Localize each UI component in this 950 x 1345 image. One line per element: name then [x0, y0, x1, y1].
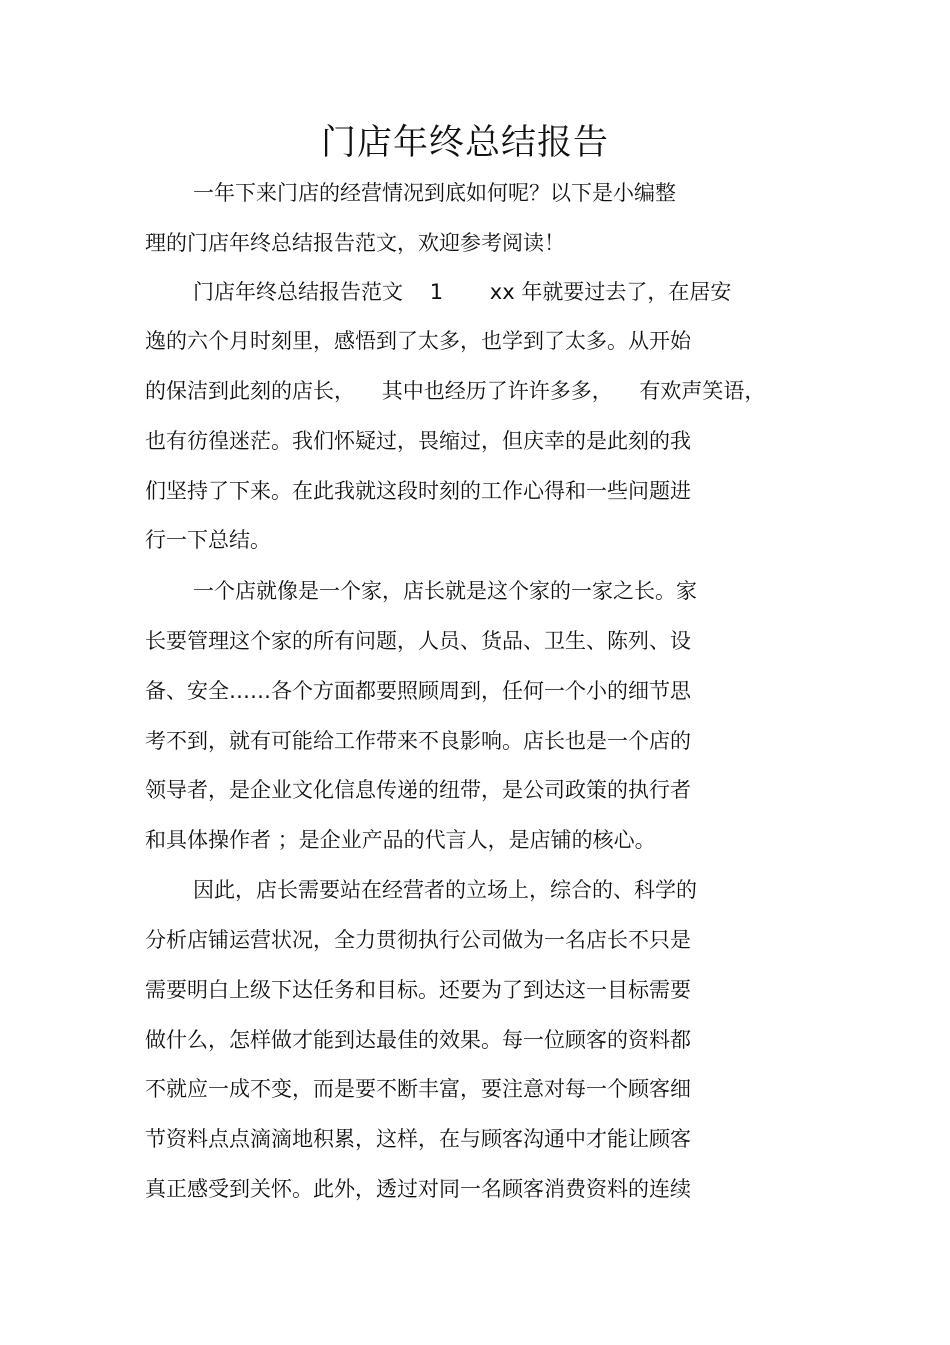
paragraph-line: 需要明白上级下达任务和目标。还要为了到达这一目标需要: [145, 978, 691, 1002]
paragraph-line: 一年下来门店的经营情况到底如何呢？以下是小编整: [193, 181, 676, 205]
document-title: 门店年终总结报告: [320, 123, 609, 163]
paragraph-line: 行一下总结。: [145, 528, 271, 552]
paragraph-line: 真正感受到关怀。此外，透过对同一名顾客消费资料的连续: [145, 1177, 691, 1201]
paragraph-line: 的保洁到此刻的店长， 其中也经历了许许多多， 有欢声笑语，: [145, 379, 766, 403]
paragraph-line: 分析店铺运营状况，全力贯彻执行公司做为一名店长不只是: [145, 928, 691, 952]
paragraph-line: 也有彷徨迷茫。我们怀疑过，畏缩过，但庆幸的是此刻的我: [145, 429, 691, 453]
paragraph-line: 和具体操作者 ；是企业产品的代言人，是店铺的核心。: [145, 828, 656, 852]
paragraph-line: 节资料点点滴滴地积累，这样，在与顾客沟通中才能让顾客: [145, 1127, 691, 1151]
paragraph-line: 理的门店年终总结报告范文，欢迎参考阅读！: [145, 231, 565, 255]
paragraph-line: 长要管理这个家的所有问题，人员、货品、卫生、陈列、设: [145, 629, 691, 653]
paragraph-line: 门店年终总结报告范文 1 xx 年就要过去了，在居安: [193, 280, 732, 304]
paragraph-line: 考不到，就有可能给工作带来不良影响。店长也是一个店的: [145, 729, 691, 753]
paragraph-line: 一个店就像是一个家，店长就是这个家的一家之长。家: [193, 579, 697, 603]
paragraph-line: 做什么，怎样做才能到达最佳的效果。每一位顾客的资料都: [145, 1028, 691, 1052]
paragraph-line: 逸的六个月时刻里，感悟到了太多，也学到了太多。从开始: [145, 329, 691, 353]
paragraph-line: 因此，店长需要站在经营者的立场上，综合的、科学的: [193, 878, 697, 902]
paragraph-line: 们坚持了下来。在此我就这段时刻的工作心得和一些问题进: [145, 479, 691, 503]
paragraph-line: 不就应一成不变，而是要不断丰富，要注意对每一个顾客细: [145, 1077, 691, 1101]
paragraph-line: 备、安全……各个方面都要照顾周到，任何一个小的细节思: [145, 679, 691, 703]
paragraph-line: 领导者，是企业文化信息传递的纽带，是公司政策的执行者: [145, 778, 691, 802]
